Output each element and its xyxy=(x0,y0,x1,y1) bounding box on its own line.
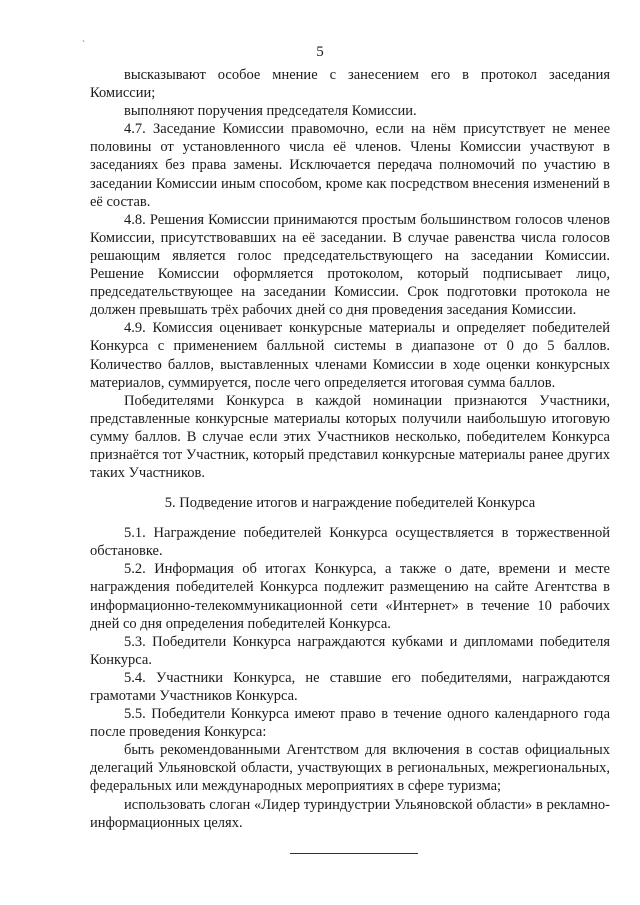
paragraph-winners: Победителями Конкурса в каждой номинации признаются Участники, представленные конкурсные материалы которых получили наибольшую итоговую сумму баллов. В случае если этих Участников несколько, победителем Конкурса признаётся тот Участник, который представил конкурсные материалы ранее других таких Участников. xyxy=(90,392,610,482)
paragraph-chair-instructions: выполняют поручения председателя Комиссии. xyxy=(124,103,417,120)
end-rule xyxy=(290,853,418,854)
paragraph-5-3: 5.3. Победители Конкурса награждаются кубками и дипломами победителя Конкурса. xyxy=(90,633,610,668)
document-body xyxy=(90,66,610,832)
paragraph-5-1: 5.1. Награждение победителей Конкурса осуществляется в торжественной обстановке. xyxy=(90,525,610,560)
section-heading: 5. Подведение итогов и награждение победителей Конкурса xyxy=(164,495,536,512)
paragraph-5-2: 5.2. Информация об итогах Конкурса, а также о дате, времени и месте награждения победителей Конкурса подлежит размещению на сайте Агентства в информационно-телекоммуникационной сети «Интернет» в течение 10 рабочих дней со дня определения победителей Конкурса. xyxy=(90,561,610,632)
paragraph-5-5: 5.5. Победители Конкурса имеют право в течение одного календарного года после проведения Конкурса: xyxy=(90,706,610,741)
paragraph-slogan: использовать слоган «Лидер туриндустрии Ульяновской области» в рекламно-информационных целях. xyxy=(90,796,610,831)
paragraph-4-9: 4.9. Комиссия оценивает конкурсные материалы и определяет победителей Конкурса с применением балльной системы в диапазоне от 0 до 5 баллов. Количество баллов, выставленных членами Комиссии в ходе оценки конкурсных материалов, суммируется, после чего определяется итоговая сумма баллов. xyxy=(90,320,610,391)
page-number: 5 xyxy=(316,44,324,60)
scan-mark: ` xyxy=(82,40,86,51)
paragraph-special-opinion: высказывают особое мнение с занесением его в протокол заседания Комиссии; xyxy=(90,67,610,102)
paragraph-delegations: быть рекомендованными Агентством для включения в состав официальных делегаций Ульяновской области, участвующих в региональных, межрегиональных, федеральных или международных мероприятиях в сфере туризма; xyxy=(90,742,610,795)
paragraph-4-8: 4.8. Решения Комиссии принимаются простым большинством голосов членов Комиссии, присутствовавших на её заседании. В случае равенства числа голосов решающим является голос председательствующего на заседании Комиссии. Решение Комиссии оформляется протоколом, который подписывает лицо, председательствующее на заседании Комиссии. Срок подготовки протокола не должен превышать трёх рабочих дней со дня проведения заседания Комиссии. xyxy=(90,211,610,319)
paragraph-5-4: 5.4. Участники Конкурса, не ставшие его победителями, награждаются грамотами Участников Конкурса. xyxy=(90,669,610,704)
paragraph-4-7: 4.7. Заседание Комиссии правомочно, если на нём присутствует не менее половины от установленного числа её членов. Члены Комиссии участвуют в заседаниях без права замены. Исключается передача полномочий по участию в заседании Комиссии иным способом, кроме как посредством внесения изменений в её состав. xyxy=(90,121,610,210)
